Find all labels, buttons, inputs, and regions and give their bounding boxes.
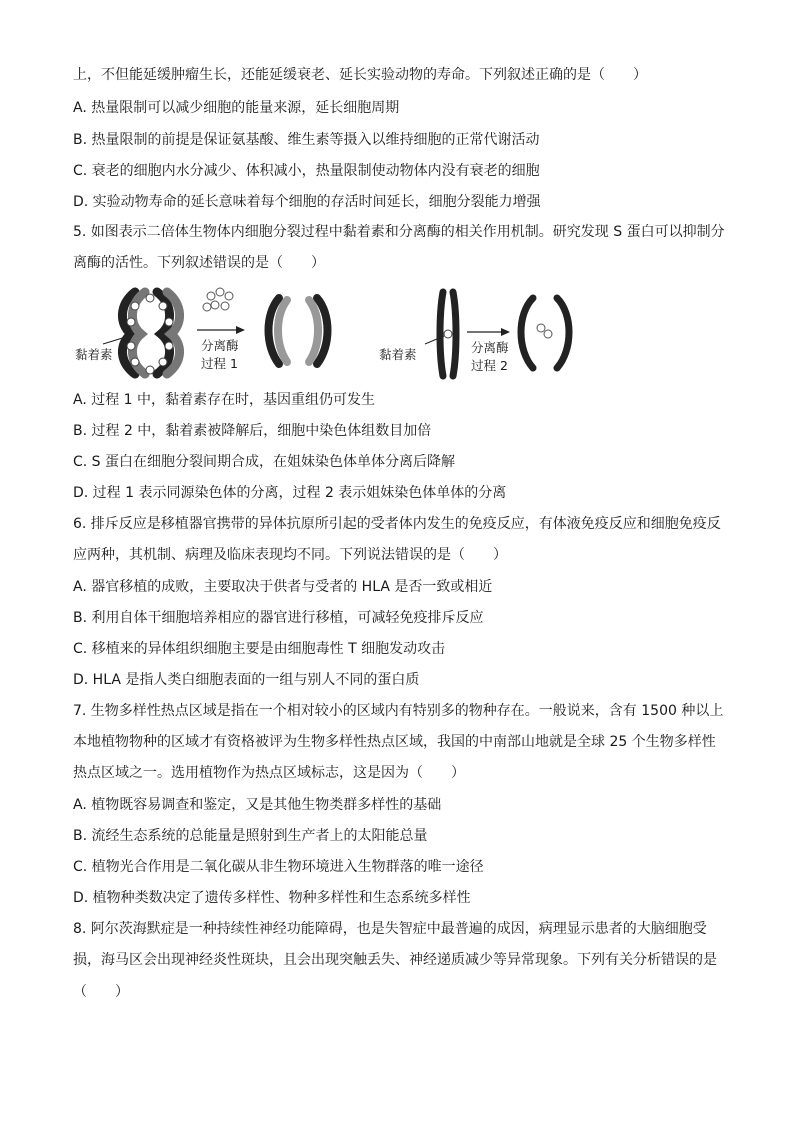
q8-stem-line-2: 损，海马区会出现神经炎性斑块，且会出现突触丢失、神经递质减少等异常现象。下列有关分析错误的是	[73, 952, 717, 968]
q4-option-a: A. 热量限制可以减少细胞的能量来源，延长细胞周期	[73, 100, 400, 116]
q6-option-c: C. 移植来的异体组织细胞主要是由细胞毒性 T 细胞发动攻击	[73, 641, 446, 657]
q5-option-b: B. 过程 2 中，黏着素被降解后，细胞中染色体组数目加倍	[73, 423, 432, 439]
chromosome-with-cohesin	[425, 292, 456, 376]
figure-label-process-2: 过程 2	[471, 358, 508, 373]
separated-homologues	[269, 298, 328, 364]
q4-option-d: D. 实验动物寿命的延长意味着每个细胞的存活时间延长，细胞分裂能力增强	[73, 194, 541, 210]
q7-option-d: D. 植物种类数决定了遗传多样性、物种多样性和生态系统多样性	[73, 890, 471, 906]
homologous-pair-with-cohesin	[103, 292, 180, 374]
q8-stem-line-1: 8. 阿尔茨海默症是一种持续性神经功能障碍，也是失智症中最普遍的成因，病理显示患者的大脑细胞受	[73, 921, 707, 937]
q5-stem-line-2: 离酶的活性。下列叙述错误的是（ ）	[73, 255, 325, 271]
q6-option-b: B. 利用自体干细胞培养相应的器官进行移植，可减轻免疫排斥反应	[73, 610, 484, 626]
q4-option-c: C. 衰老的细胞内水分减少、体积减小，热量限制使动物体内没有衰老的细胞	[73, 163, 540, 179]
q5-stem-line-1: 5. 如图表示二倍体生物体内细胞分裂过程中黏着素和分离酶的相关作用机制。研究发现 S 蛋白可以抑制分	[73, 224, 725, 240]
q5-option-c: C. S 蛋白在细胞分裂间期合成，在姐妹染色体单体分离后降解	[73, 454, 456, 470]
q6-stem-line-2: 应两种，其机制、病理及临床表现均不同。下列说法错误的是（ ）	[73, 547, 507, 563]
q7-stem-line-3: 热点区域之一。选用植物作为热点区域标志，这是因为（ ）	[73, 765, 465, 781]
arrow-2-icon	[467, 328, 510, 336]
arrow-1-icon	[197, 326, 245, 334]
separated-sister-chromatids	[521, 298, 569, 368]
q7-stem-line-1: 7. 生物多样性热点区域是指在一个相对较小的区域内有特别多的物种存在。一般说来，含有 1500 种以上	[73, 703, 724, 719]
q7-stem-line-2: 本地植物物种的区域才有资格被评为生物多样性热点区域，我国的中南部山地就是全球 25 个生物多样性	[73, 734, 716, 750]
q6-stem-line-1: 6. 排斥反应是移植器官携带的异体抗原所引起的受者体内发生的免疫反应，有体液免疫反应和细胞免疫反	[73, 516, 721, 532]
figure-label-separase-1: 分离酶	[201, 338, 239, 353]
degraded-cohesin-dots-1	[203, 288, 233, 311]
figure-label-separase-2: 分离酶	[471, 340, 509, 355]
q5-option-a: A. 过程 1 中，黏着素存在时，基因重组仍可发生	[73, 392, 376, 408]
q8-stem-line-3: （ ）	[73, 984, 129, 1000]
q6-option-a: A. 器官移植的成败，主要取决于供者与受者的 HLA 是否一致或相近	[73, 579, 493, 595]
q7-option-b: B. 流经生态系统的总能量是照射到生产者上的太阳能总量	[73, 828, 428, 844]
figure-label-process-1: 过程 1	[201, 356, 238, 371]
q4-option-b: B. 热量限制的前提是保证氨基酸、维生素等摄入以维持细胞的正常代谢活动	[73, 132, 540, 148]
figure-label-cohesin-2: 黏着素	[379, 347, 417, 362]
q6-option-d: D. HLA 是指人类白细胞表面的一组与别人不同的蛋白质	[73, 672, 420, 688]
q4-stem-cont: 上，不但能延缓肿瘤生长，还能延缓衰老、延长实验动物的寿命。下列叙述正确的是（ ）	[73, 67, 647, 83]
cohesin-separase-figure	[73, 284, 583, 380]
q5-option-d: D. 过程 1 表示同源染色体的分离，过程 2 表示姐妹染色体单体的分离	[73, 485, 507, 501]
figure-label-cohesin-1: 黏着素	[75, 347, 113, 362]
q7-option-c: C. 植物光合作用是二氧化碳从非生物环境进入生物群落的唯一途径	[73, 859, 484, 875]
q7-option-a: A. 植物既容易调查和鉴定，又是其他生物类群多样性的基础	[73, 797, 442, 813]
